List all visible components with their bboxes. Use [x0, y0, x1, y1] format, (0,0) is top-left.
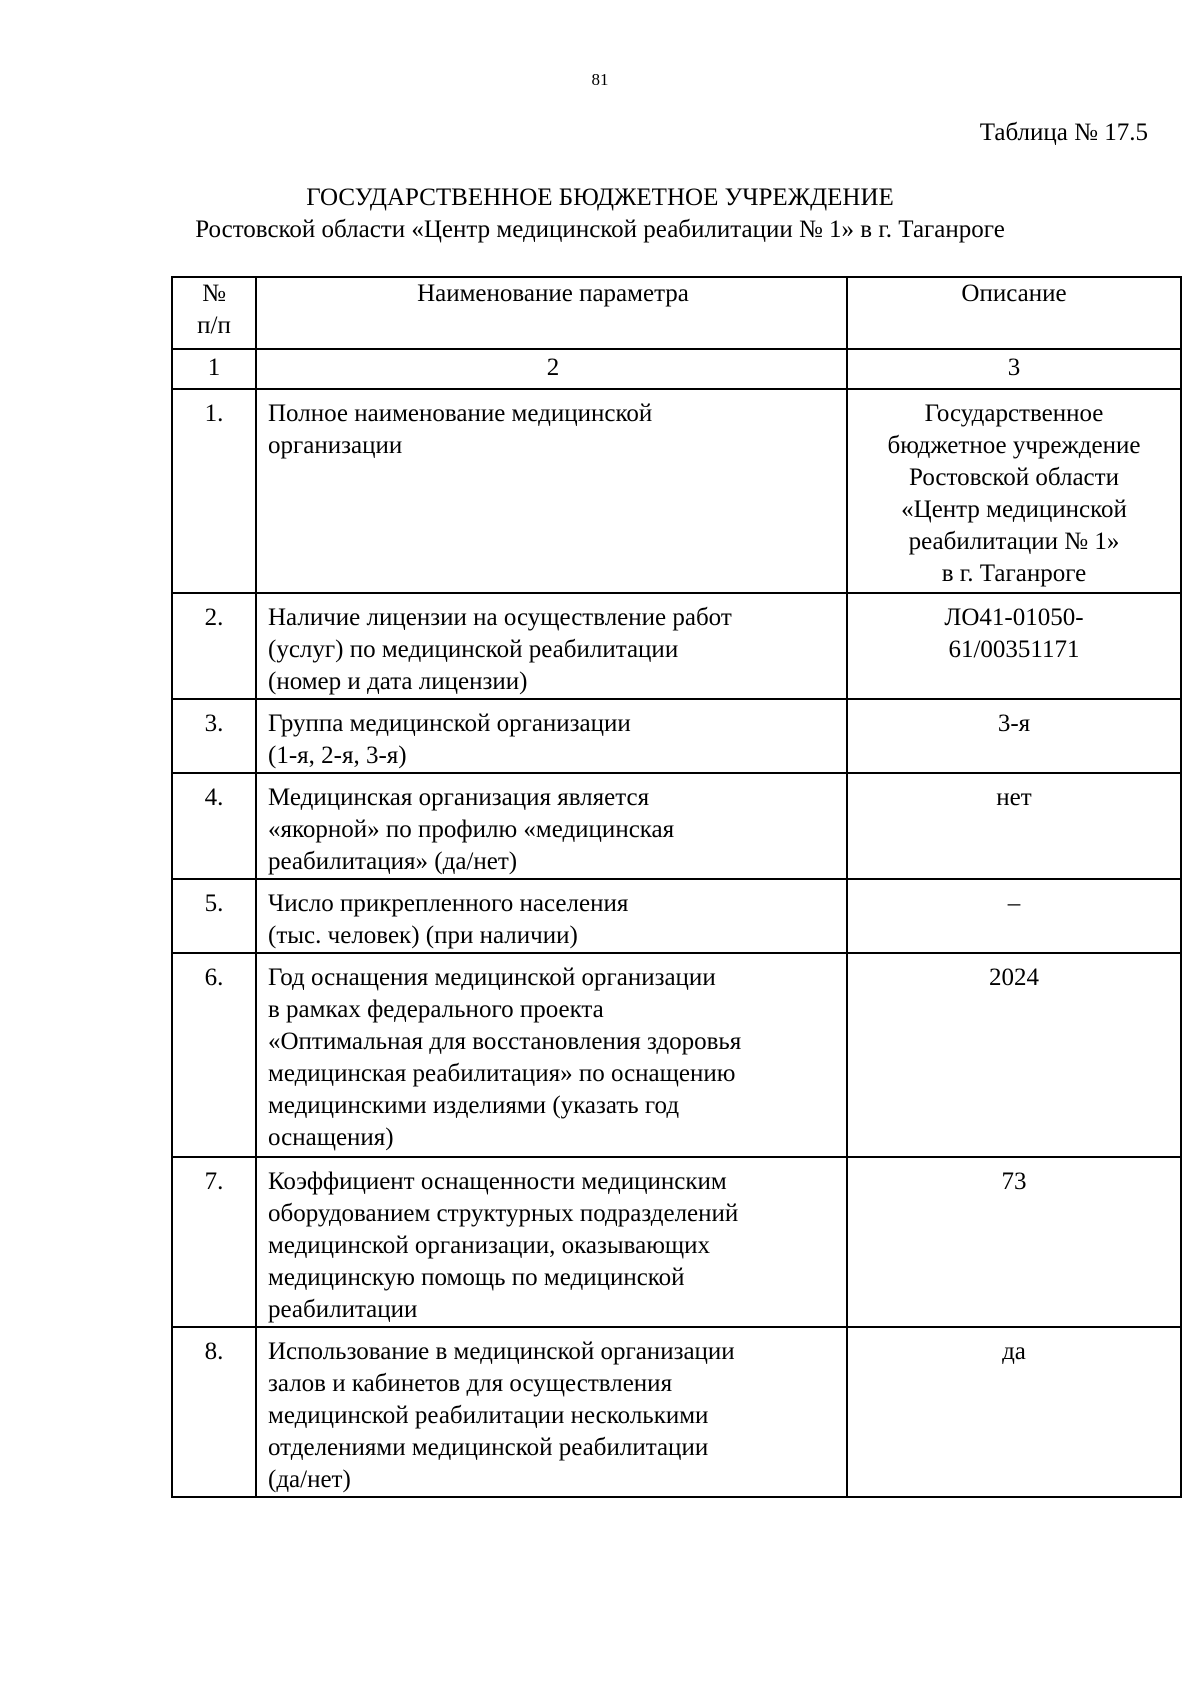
organization-subtitle: Ростовской области «Центр медицинской реабилитации № 1» в г. Таганроге	[195, 216, 1005, 243]
row-parameter: Год оснащения медицинской организации в рамках федерального проекта «Оптимальная для восстановления здоровья медицинская реабилитация» по оснащению медицинскими изделиями (указать год оснащения)	[256, 953, 847, 1157]
table-label: Таблица № 17.5	[979, 119, 1148, 146]
row-description: ЛО41-01050- 61/00351171	[847, 593, 1181, 699]
row-description: да	[847, 1327, 1181, 1497]
table-header-row	[172, 277, 1181, 349]
table-row	[172, 593, 1181, 699]
table-row	[172, 389, 1181, 593]
organization-header	[0, 182, 1200, 246]
row-number: 1.	[172, 389, 256, 593]
column-header-parameter: Наименование параметра	[256, 277, 847, 349]
table-row	[172, 953, 1181, 1157]
row-description: 3-я	[847, 699, 1181, 773]
column-number-1: 1	[172, 349, 256, 389]
column-header-description: Описание	[847, 277, 1181, 349]
row-description: 2024	[847, 953, 1181, 1157]
row-description: –	[847, 879, 1181, 953]
row-parameter: Коэффициент оснащенности медицинским оборудованием структурных подразделений медицинской организации, оказывающих медицинскую помощь по медицинской реабилитации	[256, 1157, 847, 1327]
row-number: 4.	[172, 773, 256, 879]
table-row	[172, 1327, 1181, 1497]
row-number: 7.	[172, 1157, 256, 1327]
row-number: 3.	[172, 699, 256, 773]
row-number: 5.	[172, 879, 256, 953]
column-number-3: 3	[847, 349, 1181, 389]
page-number: 81	[591, 70, 609, 89]
row-parameter: Медицинская организация является «якорной» по профилю «медицинская реабилитация» (да/нет)	[256, 773, 847, 879]
organization-title: ГОСУДАРСТВЕННОЕ БЮДЖЕТНОЕ УЧРЕЖДЕНИЕ	[306, 184, 894, 211]
table-row	[172, 773, 1181, 879]
row-parameter: Группа медицинской организации (1-я, 2-я, 3-я)	[256, 699, 847, 773]
row-number: 2.	[172, 593, 256, 699]
row-description: 73	[847, 1157, 1181, 1327]
row-description: Государственное бюджетное учреждение Ростовской области «Центр медицинской реабилитации № 1» в г. Таганроге	[847, 389, 1181, 593]
row-number: 8.	[172, 1327, 256, 1497]
row-parameter: Наличие лицензии на осуществление работ (услуг) по медицинской реабилитации (номер и дата лицензии)	[256, 593, 847, 699]
table-row	[172, 699, 1181, 773]
table-row	[172, 879, 1181, 953]
row-number: 6.	[172, 953, 256, 1157]
parameters-table	[171, 276, 1182, 1498]
row-parameter: Использование в медицинской организации залов и кабинетов для осуществления медицинской реабилитации несколькими отделениями медицинской реабилитации (да/нет)	[256, 1327, 847, 1497]
row-description: нет	[847, 773, 1181, 879]
column-number-2: 2	[256, 349, 847, 389]
column-numbers-row	[172, 349, 1181, 389]
table-row	[172, 1157, 1181, 1327]
row-parameter: Число прикрепленного населения (тыс. человек) (при наличии)	[256, 879, 847, 953]
row-parameter: Полное наименование медицинской организации	[256, 389, 847, 593]
column-header-number: № п/п	[172, 277, 256, 349]
